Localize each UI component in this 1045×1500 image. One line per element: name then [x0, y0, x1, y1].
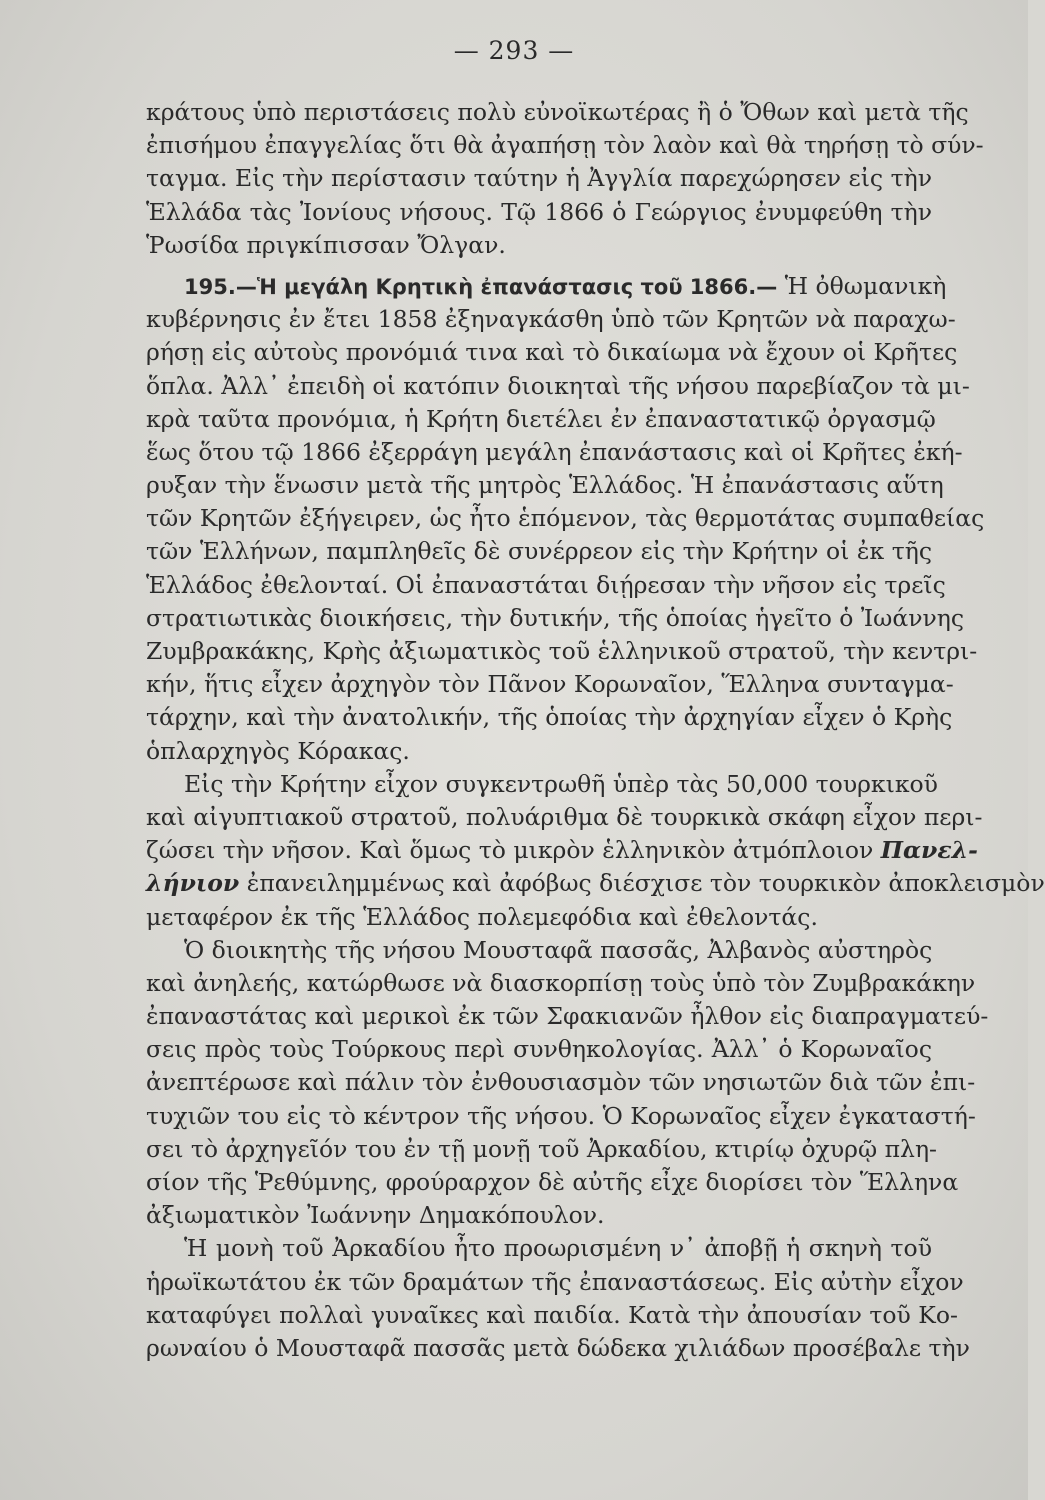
text-line: ἀνεπτέρωσε καὶ πάλιν τὸν ἐνθουσιασμὸν τῶν νησιωτῶν διὰ τῶν ἐπι-	[146, 1068, 976, 1097]
text-line: καὶ αἰγυπτιακοῦ στρατοῦ, πολυάριθμα δὲ τουρκικὰ σκάφη εἶχον περι-	[146, 802, 983, 831]
text-line: ρυξαν τὴν ἕνωσιν μετὰ τῆς μητρὸς Ἑλλάδος. Ἡ ἐπανάστασις αὕτη	[146, 471, 944, 500]
text-line-with-bold	[146, 834, 978, 867]
text-line: κήν, ἥτις εἶχεν ἀρχηγὸν τὸν Πᾶνον Κορωναῖον, Ἕλληνα συνταγμα-	[146, 670, 954, 699]
text-line: στρατιωτικὰς διοικήσεις, τὴν δυτικήν, τῆς ὁποίας ἡγεῖτο ὁ Ἰωάννης	[146, 603, 965, 632]
paragraph-gap	[146, 262, 932, 270]
text-line: σεις πρὸς τοὺς Τούρκους περὶ συνθηκολογίας. Ἀλλ᾿ ὁ Κορωναῖος	[146, 1035, 932, 1064]
text-line: Εἰς τὴν Κρήτην εἶχον συγκεντρωθῆ ὑπὲρ τὰς 50,000 τουρκικοῦ	[184, 769, 938, 798]
text-line: Ῥωσίδα πριγκίπισσαν Ὄλγαν.	[146, 230, 506, 259]
text-line: Ἡ μονὴ τοῦ Ἀρκαδίου ἦτο προωρισμένη ν᾿ ἀποβῇ ἡ σκηνὴ τοῦ	[184, 1234, 932, 1263]
text-line: κρὰ ταῦτα προνόμια, ἡ Κρήτη διετέλει ἐν ἐπαναστατικῷ ὀργασμῷ	[146, 404, 936, 433]
text-fragment: ἐπανειλημμένως καὶ ἀφόβως διέσχισε τὸν τουρκικὸν ἀποκλεισμὸν	[246, 869, 1045, 898]
text-line: Ζυμβρακάκης, Κρὴς ἀξιωματικὸς τοῦ ἑλληνικοῦ στρατοῦ, τὴν κεντρι-	[146, 637, 978, 665]
text-line: κράτους ὑπὸ περιστάσεις πολὺ εὐνοϊκωτέρας ἢ ὁ Ὄθων καὶ μετὰ τῆς	[146, 98, 969, 126]
page-number: — 293 —	[453, 36, 575, 65]
text-line: Ἑλλάδος ἐθελονταί. Οἱ ἐπαναστάται διῄρεσαν τὴν νῆσον εἰς τρεῖς	[146, 570, 946, 599]
text-line: ἡρωϊκωτάτου ἐκ τῶν δραμάτων τῆς ἐπαναστάσεως. Εἰς αὐτὴν εἶχον	[146, 1267, 964, 1296]
section-heading-line	[146, 270, 947, 303]
text-line: ἐπαναστάτας καὶ μερικοὶ ἐκ τῶν Σφακιανῶν ἦλθον εἰς διαπραγματεύ-	[146, 1002, 989, 1031]
text-line: τάρχην, καὶ τὴν ἀνατολικήν, τῆς ὁποίας τὴν ἀρχηγίαν εἶχεν ὁ Κρὴς	[146, 703, 953, 732]
text-line: ἐπισήμου ἐπαγγελίας ὅτι θὰ ἀγαπήσῃ τὸν λαὸν καὶ θὰ τηρήσῃ τὸ σύν-	[146, 131, 984, 160]
text-line: σει τὸ ἀρχηγεῖόν του ἐν τῇ μονῇ τοῦ Ἀρκαδίου, κτιρίῳ ὀχυρῷ πλη-	[146, 1134, 937, 1163]
text-line: Ὁ διοικητὴς τῆς νήσου Μουσταφᾶ πασσᾶς, Ἀλβανὸς αὐστηρὸς	[184, 935, 933, 964]
text-line: κυβέρνησις ἐν ἔτει 1858 ἐξηναγκάσθη ὑπὸ τῶν Κρητῶν νὰ παραχω-	[146, 305, 956, 334]
ship-name-end: λήνιον	[146, 869, 240, 898]
text-line: μεταφέρον ἐκ τῆς Ἑλλάδος πολεμεφόδια καὶ ἐθελοντάς.	[146, 902, 818, 931]
text-line: ὅπλα. Ἀλλ᾿ ἐπειδὴ οἱ κατόπιν διοικηταὶ τῆς νήσου παρεβίαζον τὰ μι-	[146, 371, 970, 400]
text-fragment: ζώσει τὴν νῆσον. Καὶ ὅμως τὸ μικρὸν ἑλληνικὸν ἀτμόπλοιον	[146, 836, 874, 865]
text-line: ἕως ὅτου τῷ 1866 ἐξερράγη μεγάλη ἐπανάστασις καὶ οἱ Κρῆτες ἐκή-	[146, 437, 963, 466]
text-fragment: Ἡ ὀθωμανικὴ	[784, 271, 947, 300]
text-line: τῶν Ἑλλήνων, παμπληθεῖς δὲ συνέρρεον εἰς τὴν Κρήτην οἱ ἐκ τῆς	[146, 537, 932, 566]
text-line: καὶ ἀνηλεής, κατώρθωσε νὰ διασκορπίσῃ τοὺς ὑπὸ τὸν Ζυμβρακάκην	[146, 968, 976, 997]
body-text	[146, 96, 1045, 1365]
text-line: ἀξιωματικὸν Ἰωάννην Δημακόπουλον.	[146, 1201, 605, 1230]
text-line: τῶν Κρητῶν ἐξήγειρεν, ὡς ἦτο ἑπόμενον, τὰς θερμοτάτας συμπαθείας	[146, 504, 985, 533]
text-line: ρήσῃ εἰς αὐτοὺς προνόμιά τινα καὶ τὸ δικαίωμα νὰ ἔχουν οἱ Κρῆτες	[146, 338, 958, 367]
text-line-with-bold	[146, 867, 1045, 900]
text-line: ὁπλαρχηγὸς Κόρακας.	[146, 736, 410, 765]
text-line: ταγμα. Εἰς τὴν περίστασιν ταύτην ἡ Ἀγγλία παρεχώρησεν εἰς τὴν	[146, 164, 932, 193]
text-line: τυχιῶν του εἰς τὸ κέντρον τῆς νήσου. Ὁ Κορωναῖος εἶχεν ἐγκαταστή-	[146, 1101, 976, 1130]
text-line: ρωναίου ὁ Μουσταφᾶ πασσᾶς μετὰ δώδεκα χιλιάδων προσέβαλε τὴν	[146, 1333, 970, 1362]
section-heading: 195.—Ἡ μεγάλη Κρητικὴ ἐπανάστασις τοῦ 1866.—	[184, 274, 778, 299]
text-line: σίον τῆς Ῥεθύμνης, φρούραρχον δὲ αὐτῆς εἶχε διορίσει τὸν Ἕλληνα	[146, 1168, 959, 1196]
text-line: Ἑλλάδα τὰς Ἰονίους νήσους. Τῷ 1866 ὁ Γεώργιος ἐνυμφεύθη τὴν	[146, 197, 932, 226]
ship-name: Πανελ-	[880, 836, 978, 865]
text-line: καταφύγει πολλαὶ γυναῖκες καὶ παιδία. Κατὰ τὴν ἀπουσίαν τοῦ Κο-	[146, 1300, 958, 1329]
